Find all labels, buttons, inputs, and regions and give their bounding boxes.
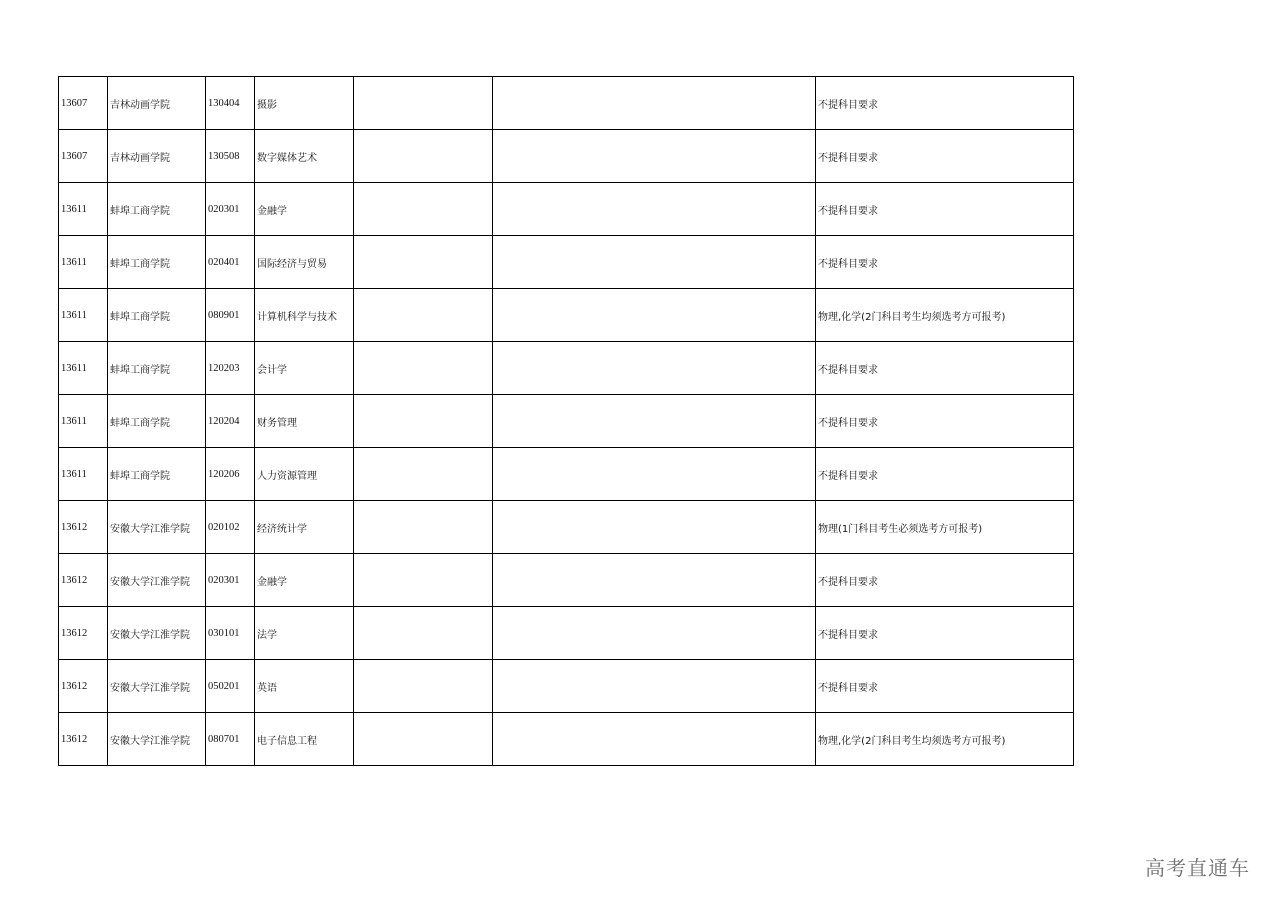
major-code-cell: 130404 (206, 77, 255, 130)
school-name-cell: 安徽大学江淮学院 (108, 713, 206, 766)
blank-cell (493, 448, 816, 501)
major-name-cell: 摄影 (255, 77, 354, 130)
school-name-cell: 安徽大学江淮学院 (108, 554, 206, 607)
school-name-cell: 安徽大学江淮学院 (108, 501, 206, 554)
subject-requirement-cell: 不提科目要求 (816, 395, 1074, 448)
blank-cell (493, 183, 816, 236)
table-row (59, 236, 1074, 289)
blank-cell (493, 554, 816, 607)
major-name-cell: 法学 (255, 607, 354, 660)
subject-requirement-cell: 不提科目要求 (816, 183, 1074, 236)
school-code-cell: 13612 (59, 501, 108, 554)
major-name-cell: 金融学 (255, 554, 354, 607)
blank-cell (493, 130, 816, 183)
blank-cell (493, 607, 816, 660)
major-code-cell: 020102 (206, 501, 255, 554)
blank-cell (354, 660, 493, 713)
major-name-cell: 金融学 (255, 183, 354, 236)
school-name-cell: 蚌埠工商学院 (108, 289, 206, 342)
school-name-cell: 蚌埠工商学院 (108, 342, 206, 395)
blank-cell (354, 77, 493, 130)
school-name-cell: 安徽大学江淮学院 (108, 607, 206, 660)
major-code-cell: 050201 (206, 660, 255, 713)
major-name-cell: 会计学 (255, 342, 354, 395)
school-name-cell: 蚌埠工商学院 (108, 395, 206, 448)
major-code-cell: 080901 (206, 289, 255, 342)
table-row (59, 660, 1074, 713)
blank-cell (493, 501, 816, 554)
school-code-cell: 13611 (59, 395, 108, 448)
table-row (59, 713, 1074, 766)
school-name-cell: 蚌埠工商学院 (108, 448, 206, 501)
subject-requirement-cell: 不提科目要求 (816, 554, 1074, 607)
table-row (59, 130, 1074, 183)
school-code-cell: 13611 (59, 448, 108, 501)
school-name-cell: 蚌埠工商学院 (108, 183, 206, 236)
table-row (59, 395, 1074, 448)
blank-cell (493, 713, 816, 766)
major-code-cell: 120203 (206, 342, 255, 395)
school-code-cell: 13612 (59, 607, 108, 660)
table-row (59, 554, 1074, 607)
major-code-cell: 020401 (206, 236, 255, 289)
table-row (59, 289, 1074, 342)
school-name-cell: 吉林动画学院 (108, 77, 206, 130)
major-name-cell: 人力资源管理 (255, 448, 354, 501)
table-row (59, 501, 1074, 554)
blank-cell (354, 713, 493, 766)
blank-cell (493, 342, 816, 395)
blank-cell (493, 236, 816, 289)
table-row (59, 448, 1074, 501)
subject-requirement-cell: 不提科目要求 (816, 342, 1074, 395)
major-code-cell: 120206 (206, 448, 255, 501)
admission-table (58, 76, 1074, 766)
blank-cell (354, 501, 493, 554)
school-code-cell: 13607 (59, 77, 108, 130)
subject-requirement-cell: 物理,化学(2门科目考生均须选考方可报考) (816, 713, 1074, 766)
blank-cell (493, 660, 816, 713)
blank-cell (354, 183, 493, 236)
table-row (59, 183, 1074, 236)
school-name-cell: 蚌埠工商学院 (108, 236, 206, 289)
blank-cell (354, 130, 493, 183)
subject-requirement-cell: 不提科目要求 (816, 236, 1074, 289)
blank-cell (354, 236, 493, 289)
subject-requirement-cell: 物理,化学(2门科目考生均须选考方可报考) (816, 289, 1074, 342)
blank-cell (354, 289, 493, 342)
major-name-cell: 英语 (255, 660, 354, 713)
table-body (59, 77, 1074, 766)
subject-requirement-cell: 不提科目要求 (816, 607, 1074, 660)
major-code-cell: 120204 (206, 395, 255, 448)
blank-cell (493, 289, 816, 342)
school-code-cell: 13611 (59, 342, 108, 395)
major-name-cell: 国际经济与贸易 (255, 236, 354, 289)
subject-requirement-cell: 不提科目要求 (816, 660, 1074, 713)
major-name-cell: 计算机科学与技术 (255, 289, 354, 342)
school-code-cell: 13612 (59, 660, 108, 713)
major-code-cell: 020301 (206, 183, 255, 236)
major-code-cell: 080701 (206, 713, 255, 766)
school-code-cell: 13611 (59, 183, 108, 236)
watermark-text: 高考直通车 (1145, 856, 1250, 880)
subject-requirement-cell: 不提科目要求 (816, 77, 1074, 130)
blank-cell (493, 77, 816, 130)
blank-cell (354, 448, 493, 501)
table-row (59, 342, 1074, 395)
table-row (59, 607, 1074, 660)
major-code-cell: 030101 (206, 607, 255, 660)
table-row (59, 77, 1074, 130)
major-code-cell: 130508 (206, 130, 255, 183)
school-code-cell: 13612 (59, 713, 108, 766)
blank-cell (354, 395, 493, 448)
blank-cell (354, 554, 493, 607)
major-name-cell: 电子信息工程 (255, 713, 354, 766)
major-name-cell: 数字媒体艺术 (255, 130, 354, 183)
blank-cell (354, 607, 493, 660)
subject-requirement-cell: 不提科目要求 (816, 448, 1074, 501)
school-code-cell: 13611 (59, 236, 108, 289)
major-name-cell: 财务管理 (255, 395, 354, 448)
school-name-cell: 吉林动画学院 (108, 130, 206, 183)
subject-requirement-cell: 物理(1门科目考生必须选考方可报考) (816, 501, 1074, 554)
school-code-cell: 13607 (59, 130, 108, 183)
subject-requirement-cell: 不提科目要求 (816, 130, 1074, 183)
school-name-cell: 安徽大学江淮学院 (108, 660, 206, 713)
major-code-cell: 020301 (206, 554, 255, 607)
blank-cell (354, 342, 493, 395)
blank-cell (493, 395, 816, 448)
school-code-cell: 13612 (59, 554, 108, 607)
major-name-cell: 经济统计学 (255, 501, 354, 554)
school-code-cell: 13611 (59, 289, 108, 342)
